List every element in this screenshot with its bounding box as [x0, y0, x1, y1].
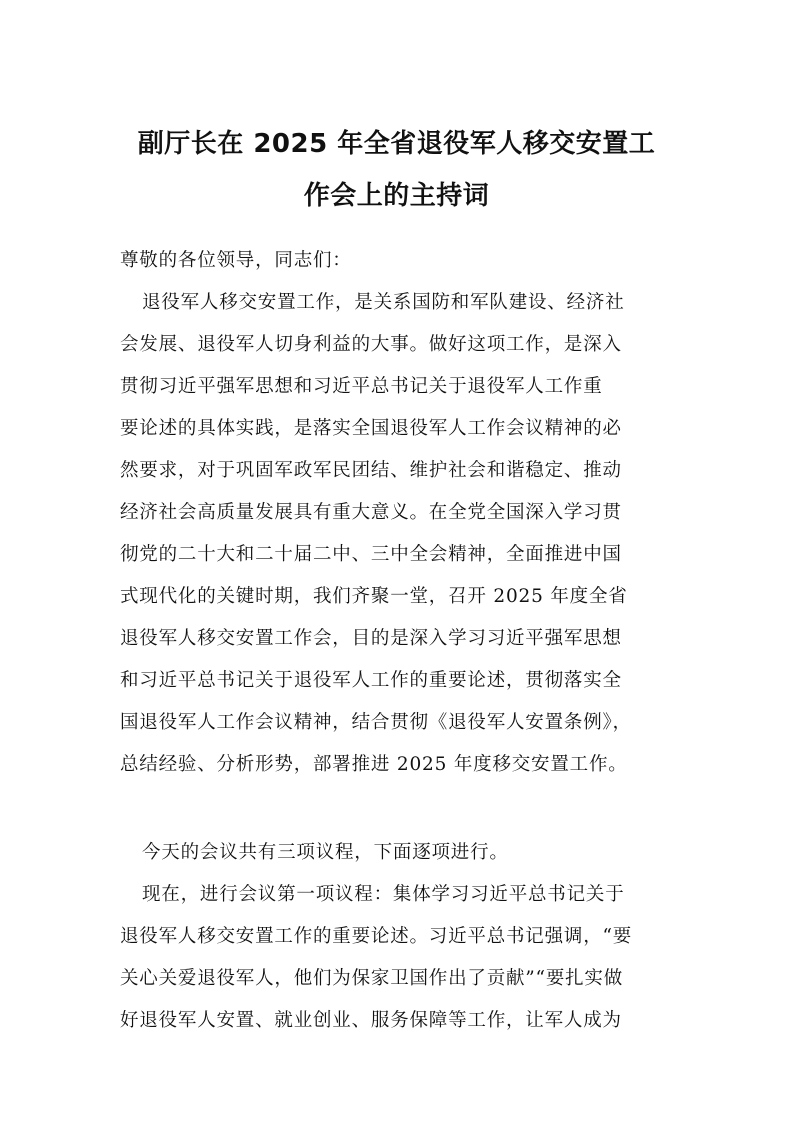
document-body	[120, 240, 675, 1042]
paragraph-1-line: 会发展、退役军人切身利益的大事。做好这项工作，是深入	[120, 334, 622, 355]
title-line-2: 作会上的主持词	[303, 181, 490, 211]
paragraph-1-line: 要论述的具体实践，是落实全国退役军人工作会议精神的必	[120, 418, 622, 439]
paragraph-1-line: 退役军人移交安置工作，是关系国防和军队建设、经济社	[142, 292, 625, 313]
paragraph-1-line: 总结经验、分析形势，部署推进 2025 年度移交安置工作。	[120, 754, 628, 775]
paragraph-3-line: 退役军人移交安置工作的重要论述。习近平总书记强调，“要	[120, 926, 633, 947]
paragraph-1-line: 经济社会高质量发展具有重大意义。在全党全国深入学习贯	[120, 502, 622, 523]
paragraph-1	[120, 282, 675, 786]
paragraph-1-line: 然要求，对于巩固军政军民团结、维护社会和谐稳定、推动	[120, 460, 622, 481]
paragraph-3-line: 现在，进行会议第一项议程：集体学习习近平总书记关于	[142, 884, 625, 905]
paragraph-3-line: 关心关爱退役军人，他们为保家卫国作出了贡献”“要扎实做	[120, 968, 624, 989]
document-title	[100, 118, 693, 222]
paragraph-1-line: 式现代化的关键时期，我们齐聚一堂，召开 2025 年度全省	[120, 586, 628, 607]
paragraph-spacer	[120, 786, 675, 832]
paragraph-1-line: 国退役军人工作会议精神，结合贯彻《退役军人安置条例》，	[120, 712, 632, 733]
paragraph-1-line: 贯彻习近平强军思想和习近平总书记关于退役军人工作重	[120, 376, 603, 397]
paragraph-1-line: 和习近平总书记关于退役军人工作的重要论述，贯彻落实全	[120, 670, 622, 691]
paragraph-1-line: 彻党的二十大和二十届二中、三中全会精神，全面推进中国	[120, 544, 622, 565]
title-line-1: 副厅长在 2025 年全省退役军人移交安置工	[137, 129, 656, 159]
paragraph-1-line: 退役军人移交安置工作会，目的是深入学习习近平强军思想	[120, 628, 622, 649]
salutation: 尊敬的各位领导，同志们：	[120, 250, 352, 271]
paragraph-3	[120, 874, 675, 1042]
paragraph-2: 今天的会议共有三项议程，下面逐项进行。	[142, 842, 509, 863]
paragraph-3-line: 好退役军人安置、就业创业、服务保障等工作，让军人成为	[120, 1010, 622, 1031]
